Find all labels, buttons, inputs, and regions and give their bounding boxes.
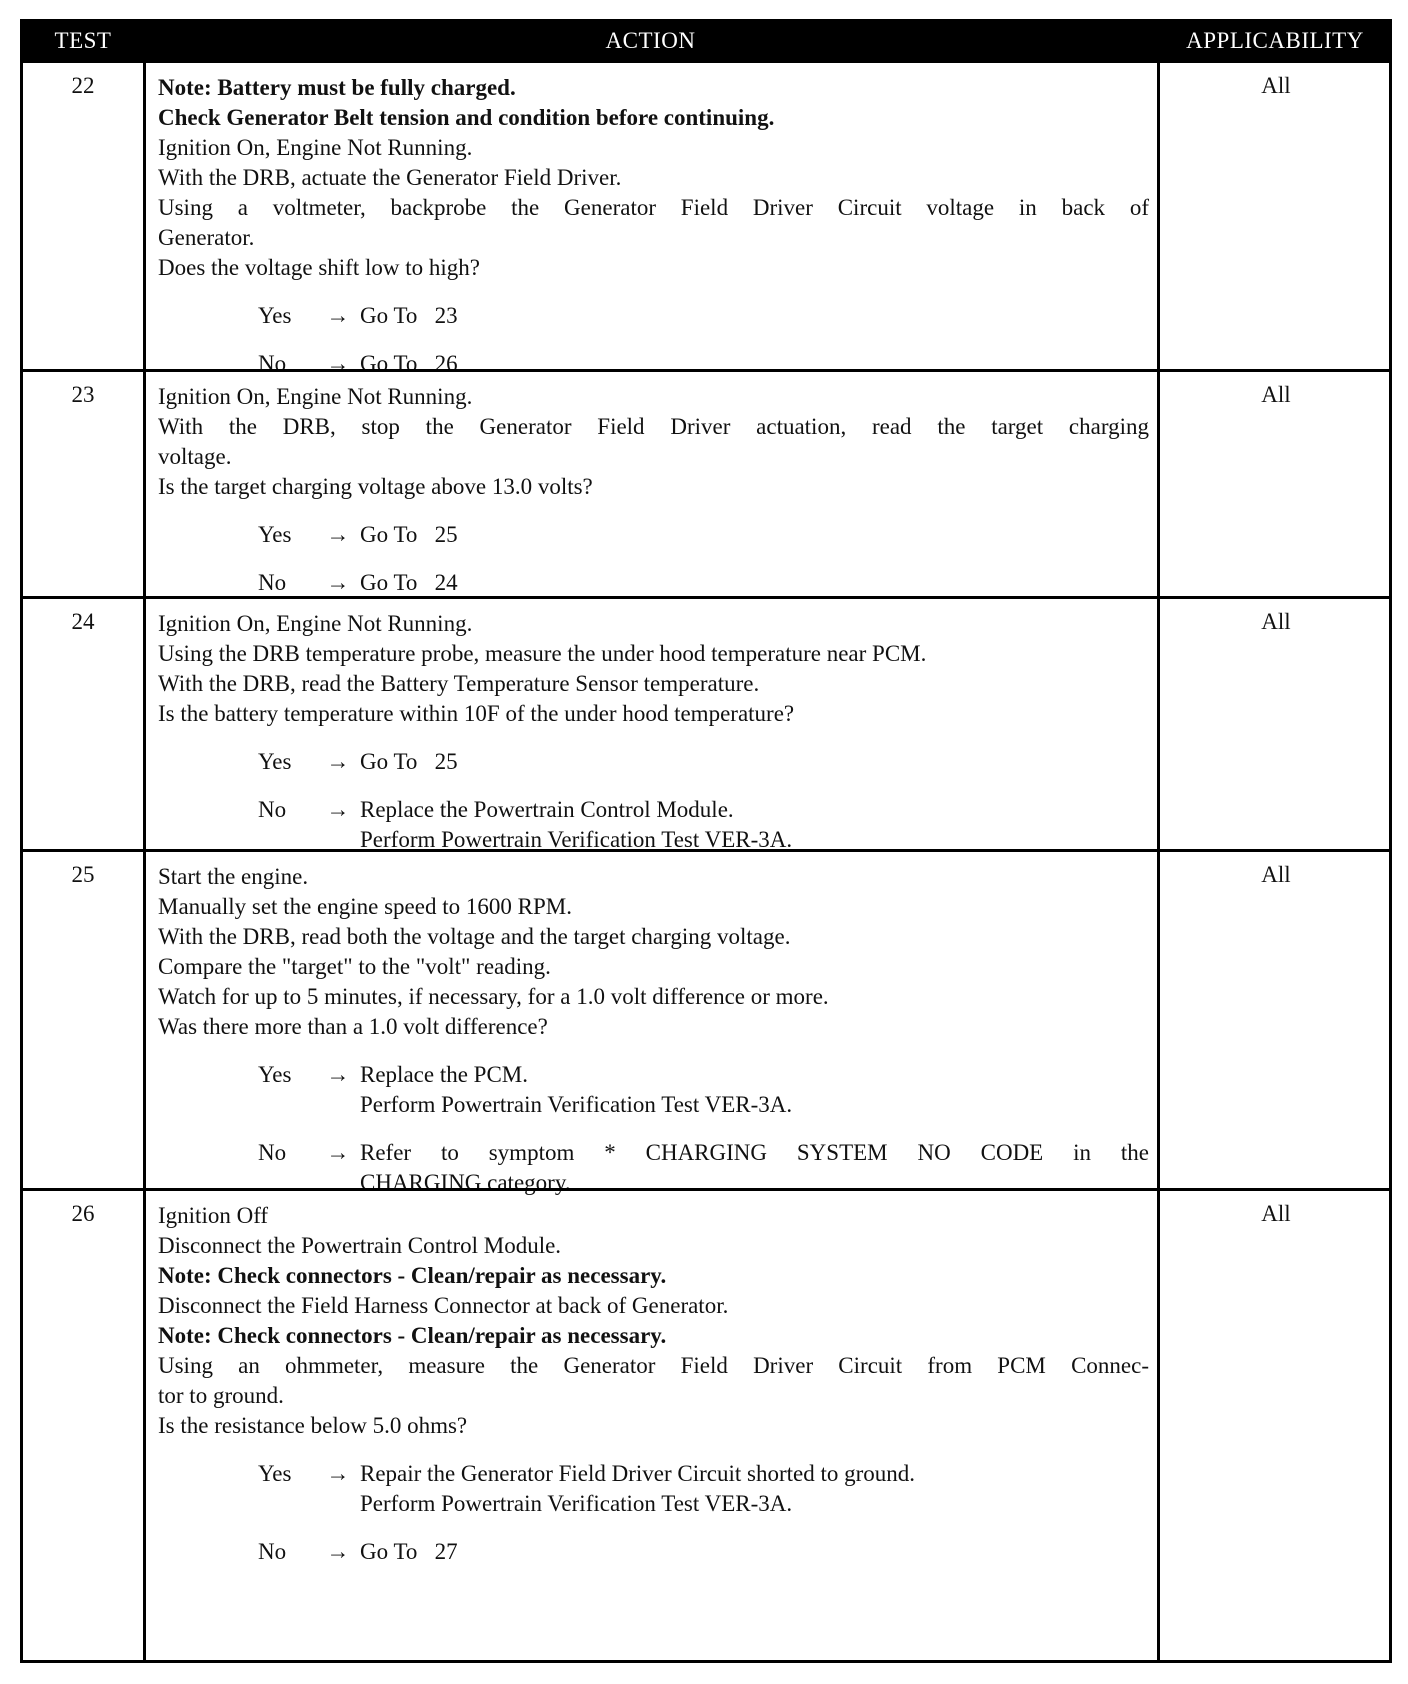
- arrow-icon: →: [326, 1461, 350, 1486]
- action-line: Generator.: [158, 225, 255, 250]
- test-number: 25: [71, 862, 95, 887]
- action-line: Note: Check connectors - Clean/repair as necessary.: [158, 1263, 667, 1288]
- header-test: TEST: [54, 28, 112, 53]
- yes-branch: [158, 520, 1149, 550]
- yes-branch: [158, 1459, 1149, 1519]
- branch-options: [158, 1060, 1149, 1198]
- applicability-cell: All: [1261, 382, 1291, 407]
- action-cell: [143, 63, 1160, 376]
- action-line: voltage.: [158, 444, 232, 469]
- no-result: [360, 795, 1149, 855]
- action-line: Start the engine.: [158, 864, 309, 889]
- table-row: [23, 596, 1389, 852]
- action-line: With the DRB, read both the voltage and the target charging voltage.: [158, 924, 791, 949]
- yes-result: [360, 520, 1149, 550]
- test-number: 26: [71, 1201, 95, 1226]
- applicability-cell: All: [1261, 862, 1291, 887]
- no-branch: [158, 568, 1149, 598]
- branch-options: [158, 747, 1149, 855]
- result-line: Replace the Powertrain Control Module.: [360, 797, 734, 822]
- yes-label: Yes: [258, 1461, 292, 1486]
- action-cell: [143, 852, 1160, 1195]
- table-row: [23, 849, 1389, 1195]
- result-line: Go To 24: [360, 570, 458, 595]
- arrow-icon: →: [326, 1539, 350, 1564]
- action-line: Disconnect the Powertrain Control Module.: [158, 1233, 562, 1258]
- action-line: Was there more than a 1.0 volt difference?: [158, 1014, 548, 1039]
- result-line: Perform Powertrain Verification Test VER-3A.: [360, 827, 793, 852]
- result-line: Go To 26: [360, 351, 458, 376]
- action-cell: [143, 599, 1160, 852]
- branch-options: [158, 1459, 1149, 1567]
- applicability-cell: All: [1261, 73, 1291, 98]
- action-line: Is the target charging voltage above 13.0 volts?: [158, 474, 593, 499]
- action-line: Compare the "target" to the "volt" reading.: [158, 954, 551, 979]
- result-line: Perform Powertrain Verification Test VER-3A.: [360, 1092, 793, 1117]
- applicability-cell: All: [1261, 609, 1291, 634]
- yes-branch: [158, 747, 1149, 777]
- yes-branch: [158, 1060, 1149, 1120]
- header-applicability: APPLICABILITY: [1186, 28, 1364, 53]
- branch-options: [158, 301, 1149, 379]
- no-label: No: [258, 1539, 287, 1564]
- yes-label: Yes: [258, 1062, 292, 1087]
- arrow-icon: →: [326, 303, 350, 328]
- table-row: [23, 1188, 1389, 1663]
- arrow-icon: →: [326, 797, 350, 822]
- result-line: Go To 25: [360, 749, 458, 774]
- yes-result: [360, 747, 1149, 777]
- action-line: Is the resistance below 5.0 ohms?: [158, 1413, 468, 1438]
- yes-result: [360, 301, 1149, 331]
- arrow-icon: →: [326, 570, 350, 595]
- arrow-icon: →: [326, 522, 350, 547]
- no-label: No: [258, 797, 287, 822]
- header-action: ACTION: [605, 28, 696, 53]
- action-line: Watch for up to 5 minutes, if necessary, for a 1.0 volt difference or more.: [158, 984, 829, 1009]
- action-line: Note: Battery must be fully charged.: [158, 75, 516, 100]
- action-line: Disconnect the Field Harness Connector at back of Generator.: [158, 1293, 729, 1318]
- action-line: With the DRB, read the Battery Temperature Sensor temperature.: [158, 671, 760, 696]
- yes-result: [360, 1459, 1149, 1519]
- result-line: Go To 27: [360, 1539, 458, 1564]
- yes-label: Yes: [258, 303, 292, 328]
- table-header: [23, 22, 1389, 60]
- action-line: Using an ohmmeter, measure the Generator Field Driver Circuit from PCM Connec-: [158, 1353, 1149, 1378]
- test-number: 23: [71, 382, 95, 407]
- action-line: Manually set the engine speed to 1600 RPM.: [158, 894, 572, 919]
- action-cell: [143, 372, 1160, 596]
- table-row: [23, 60, 1389, 376]
- no-result: [360, 568, 1149, 598]
- action-line: tor to ground.: [158, 1383, 284, 1408]
- no-result: [360, 1537, 1149, 1567]
- no-label: No: [258, 570, 287, 595]
- no-branch: [158, 795, 1149, 855]
- arrow-icon: →: [326, 351, 350, 376]
- yes-result: [360, 1060, 1149, 1120]
- table-row: [23, 369, 1389, 596]
- branch-options: [158, 520, 1149, 598]
- action-line: Using a voltmeter, backprobe the Generator Field Driver Circuit voltage in back of: [158, 195, 1149, 220]
- result-line: Perform Powertrain Verification Test VER-3A.: [360, 1491, 793, 1516]
- no-label: No: [258, 1140, 287, 1165]
- action-line: Ignition On, Engine Not Running.: [158, 135, 473, 160]
- action-line: Ignition On, Engine Not Running.: [158, 384, 473, 409]
- test-number: 22: [71, 73, 95, 98]
- test-number: 24: [71, 609, 95, 634]
- yes-label: Yes: [258, 749, 292, 774]
- action-cell: [143, 1191, 1160, 1663]
- applicability-cell: All: [1261, 1201, 1291, 1226]
- result-line: CHARGING category.: [360, 1170, 571, 1195]
- arrow-icon: →: [326, 749, 350, 774]
- diagnostic-table: [20, 19, 1392, 1663]
- result-line: Go To 23: [360, 303, 458, 328]
- arrow-icon: →: [326, 1140, 350, 1165]
- result-line: Refer to symptom * CHARGING SYSTEM NO CODE in the: [360, 1140, 1149, 1165]
- action-line: Note: Check connectors - Clean/repair as necessary.: [158, 1323, 667, 1348]
- result-line: Replace the PCM.: [360, 1062, 528, 1087]
- no-label: No: [258, 351, 287, 376]
- yes-branch: [158, 301, 1149, 331]
- action-line: Ignition On, Engine Not Running.: [158, 611, 473, 636]
- no-branch: [158, 1537, 1149, 1567]
- action-line: With the DRB, actuate the Generator Field Driver.: [158, 165, 622, 190]
- action-line: Does the voltage shift low to high?: [158, 255, 480, 280]
- result-line: Repair the Generator Field Driver Circuit shorted to ground.: [360, 1461, 916, 1486]
- arrow-icon: →: [326, 1062, 350, 1087]
- action-line: Is the battery temperature within 10F of the under hood temperature?: [158, 701, 795, 726]
- action-line: Using the DRB temperature probe, measure the under hood temperature near PCM.: [158, 641, 927, 666]
- action-line: Check Generator Belt tension and condition before continuing.: [158, 105, 775, 130]
- yes-label: Yes: [258, 522, 292, 547]
- result-line: Go To 25: [360, 522, 458, 547]
- action-line: With the DRB, stop the Generator Field Driver actuation, read the target charging: [158, 414, 1149, 439]
- action-line: Ignition Off: [158, 1203, 269, 1228]
